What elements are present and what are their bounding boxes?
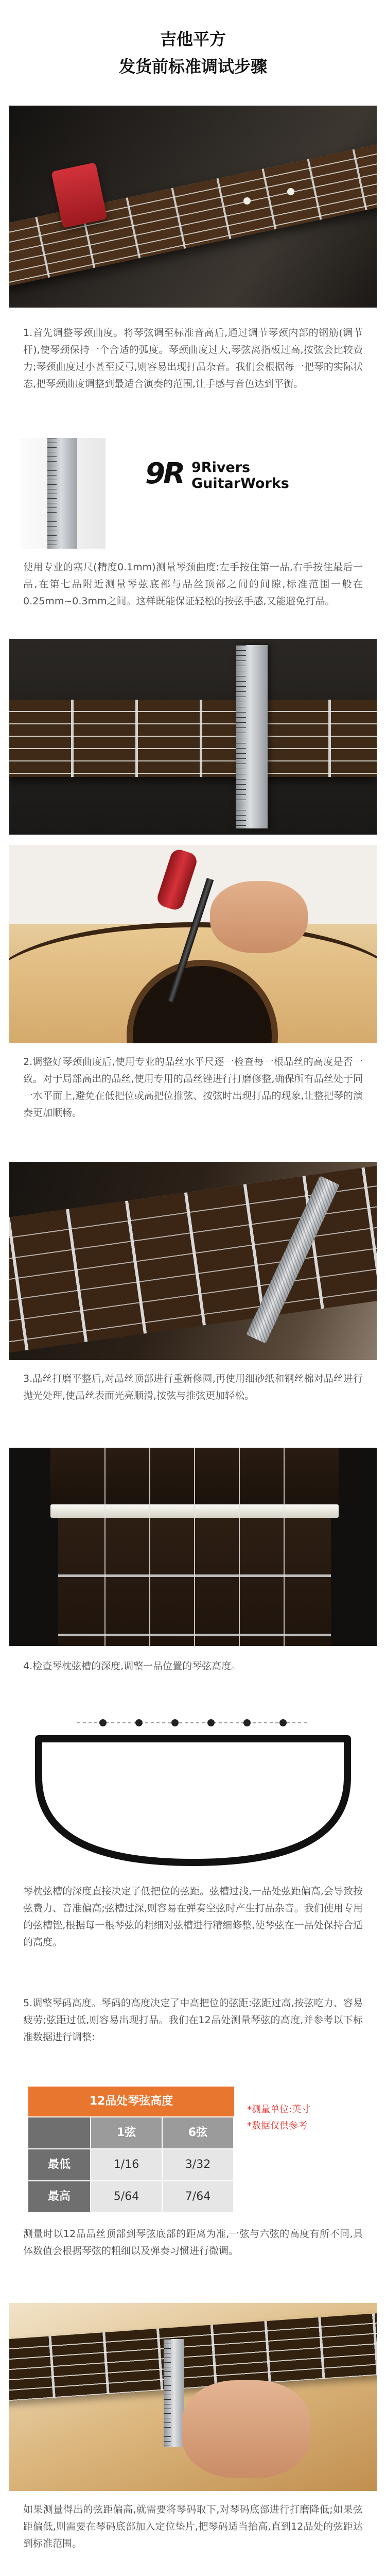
photo-truss-rod-adjust (9, 845, 377, 1043)
table-cell: 7/64 (163, 2181, 234, 2212)
page-subtitle: 发货前标准调试步骤 (118, 57, 267, 76)
fret-marker-dot (243, 197, 251, 205)
nut-slot-diagram (0, 1710, 386, 1870)
table-corner-cell (28, 2117, 91, 2148)
step-text-6: 琴枕弦槽的深度直接决定了低把位的弦距。弦槽过浅,一品处弦距偏高,会导致按弦费力、音准偏高;弦槽过深,则容易在弹奏空弦时产生打品杂音。我们使用专用的弦槽锉,根据每一根琴弦的粗细对弦槽进行精细修整,使琴弦在一品处保持合适的高度。 (23, 1886, 363, 1948)
brand-logo-mark: 9R (145, 457, 184, 490)
table-cell: 5/64 (91, 2181, 163, 2212)
photo-guitar-neck (9, 106, 377, 308)
photo-measure-action (9, 2303, 377, 2491)
column-header-string1: 1弦 (91, 2117, 163, 2148)
brand-name-bottom: GuitarWorks (191, 476, 289, 492)
table-row (28, 2148, 234, 2180)
step-text-1: 1.首先调整琴颈曲度。将琴弦调至标准音高后,通过调节琴颈内部的钢筋(调节杆),使琴颈保持一个合适的弧度。琴颈曲度过大,琴弦离指板过高,按弦会比较费力;琴颈曲度过小甚至反弓,则容易出现打品杂音。我们会根据每一把琴的实际状态,把琴颈曲度调整到最适合演奏的范围,让手感与音色达到平衡。 (23, 327, 363, 389)
string-height-table (28, 2087, 234, 2212)
row-label: 最低 (28, 2149, 91, 2180)
step-text-8: 测量时以12品品丝顶部到琴弦底部的距离为准,一弦与六弦的高度有所不同,具体数值会根据琴弦的粗细以及弹奏习惯进行微调。 (23, 2228, 363, 2257)
string-dot (279, 1719, 287, 1726)
string-dot (207, 1719, 215, 1726)
steel-ruler (236, 645, 268, 828)
fretboard-profile (39, 1739, 347, 1862)
string-dot (243, 1719, 251, 1726)
step-text-5: 4.检查琴枕弦槽的深度,调整一品位置的琴弦高度。 (23, 1660, 241, 1672)
brand-name-top: 9Rivers (191, 460, 251, 476)
ruler-photo (21, 438, 106, 549)
string-dot (171, 1719, 179, 1726)
hand (182, 2380, 310, 2478)
string-dot (135, 1719, 143, 1726)
strings (61, 1448, 328, 1646)
string-dot (99, 1719, 107, 1726)
step-text-7: 5.调整琴码高度。琴码的高度决定了中高把位的弦距:弦距过高,按弦吃力、容易疲劳;弦距过低,则容易出现打品。我们在12品处测量琴弦的高度,并参考以下标准数据进行调整: (23, 1997, 363, 2043)
photo-nut-closeup (9, 1448, 377, 1646)
step-text-3: 2.调整好琴颈曲度后,使用专业的品丝水平尺逐一检查每一根品丝的高度是否一致。对于局部高出的品丝,使用专用的品丝锉进行打磨修整,确保所有品丝处于同一水平面上,避免在低把位或高把位推弦、按弦时出现打品的现象,让整把琴的演奏更加顺畅。 (23, 1056, 363, 1118)
guitar-neck (9, 2313, 377, 2402)
step-text-2: 使用专业的塞尺(精度0.1mm)测量琴颈曲度:左手按住第一品,右手按住最后一品,在第七品附近测量琴弦底部与品丝顶部之间的间隙,标准范围一般在0.25mm~0.3mm之间。这样既能保证轻松的按弦手感,又能避免打品。 (23, 562, 363, 607)
screwdriver-handle (155, 848, 199, 912)
hand (210, 881, 308, 953)
photo-fret-leveling (9, 1162, 377, 1360)
steel-ruler (164, 2339, 184, 2447)
column-header-string6: 6弦 (163, 2117, 234, 2148)
step-text-9: 如果测量得出的弦距偏高,就需要将琴码取下,对琴码底部进行打磨降低;如果弦距偏低,则需要在琴码底部加入定位垫片,把琴码适当抬高,直到12品处的弦距达到标准范围。 (23, 2504, 363, 2549)
table-row (28, 2180, 234, 2212)
table-cell: 1/16 (91, 2149, 163, 2180)
table-cell: 3/32 (163, 2149, 234, 2180)
table-note: *测量单位:英寸 (247, 2104, 311, 2115)
photo-fretboard-ruler (9, 639, 377, 835)
fret-marker-dot (287, 188, 294, 195)
table-note: *数据仅供参考 (247, 2121, 307, 2131)
step-text-4: 3.品丝打磨平整后,对品丝顶部进行重新修圆,再使用细砂纸和钢丝棉对品丝进行抛光处理,使品丝表面光亮顺滑,按弦与推弦更加轻松。 (23, 1373, 363, 1401)
steel-ruler (47, 438, 77, 549)
page-title: 吉他平方 (160, 29, 226, 49)
fretboard (9, 700, 377, 777)
row-label: 最高 (28, 2181, 91, 2212)
table-header-row (28, 2116, 234, 2148)
table-title: 12品处琴弦高度 (28, 2087, 234, 2116)
